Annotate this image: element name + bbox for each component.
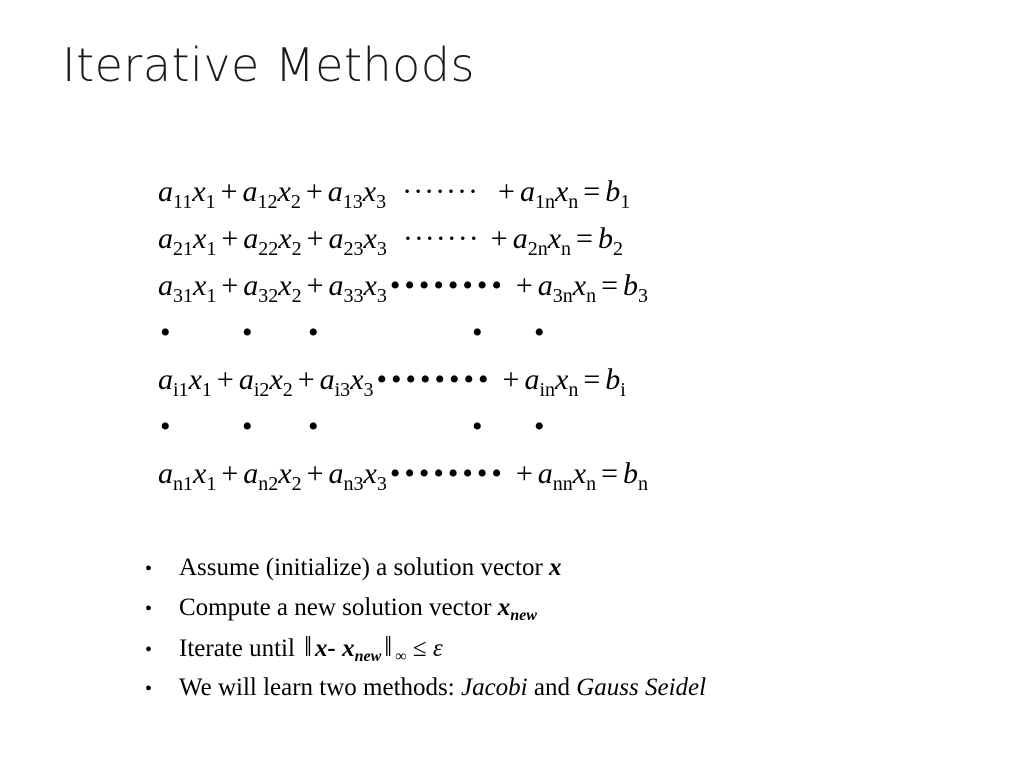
equation-system	[158, 168, 648, 497]
equation-row-i: $a_{i1}x_1 + a_{i2}x_2 + a_{i3}x_3$ •••••••• + $a_{in}x_n = b_i$	[158, 363, 626, 401]
ellipsis-dots: ·······	[402, 175, 480, 208]
ellipsis-dots: ·······	[402, 222, 480, 255]
vertical-dots-row: • • • • •	[160, 316, 545, 349]
equation-row-2: $a_{21}x_1 + a_{22}x_2 + a_{23}x_3$ ······· + $a_{2n}x_n = b_2$	[158, 222, 623, 260]
list-item: • Compute a new solution vector $x_{new}$	[145, 588, 706, 628]
ellipsis-bullets: ••••••••	[389, 457, 506, 490]
equation-row-3: $a_{31}x_1 + a_{32}x_2 + a_{33}x_3$ •••••••• + $a_{3n}x_n = b_3$	[158, 269, 649, 307]
ellipsis-bullets: ••••••••	[389, 269, 506, 302]
bullet-marker: •	[145, 598, 153, 620]
vertical-dots-row: • • • • •	[160, 410, 545, 443]
list-item: • We will learn two methods: Jacobi and Gauss Seidel	[145, 668, 706, 708]
bullet-marker: •	[145, 678, 153, 700]
list-item: • Iterate until ‖ x- $x_{new}$ ‖ $_\infty$ ≤ ε	[145, 628, 706, 668]
slide-title: Iterative Methods	[62, 38, 475, 92]
list-item: • Assume (initialize) a solution vector x	[145, 548, 706, 588]
equation-row-n: $a_{n1}x_1 + a_{n2}x_2 + a_{n3}x_3$ •••••••• + $a_{nn}x_n = b_n$	[158, 457, 649, 495]
bullet-list	[145, 548, 706, 708]
bullet-marker: •	[145, 639, 153, 661]
equation-row-1: $a_{11}x_1 + a_{12}x_2 + a_{13}x_3$ ······· + $a_{1n}x_n = b_1$	[158, 175, 631, 213]
bullet-marker: •	[145, 558, 153, 580]
ellipsis-bullets: ••••••••	[376, 363, 493, 396]
